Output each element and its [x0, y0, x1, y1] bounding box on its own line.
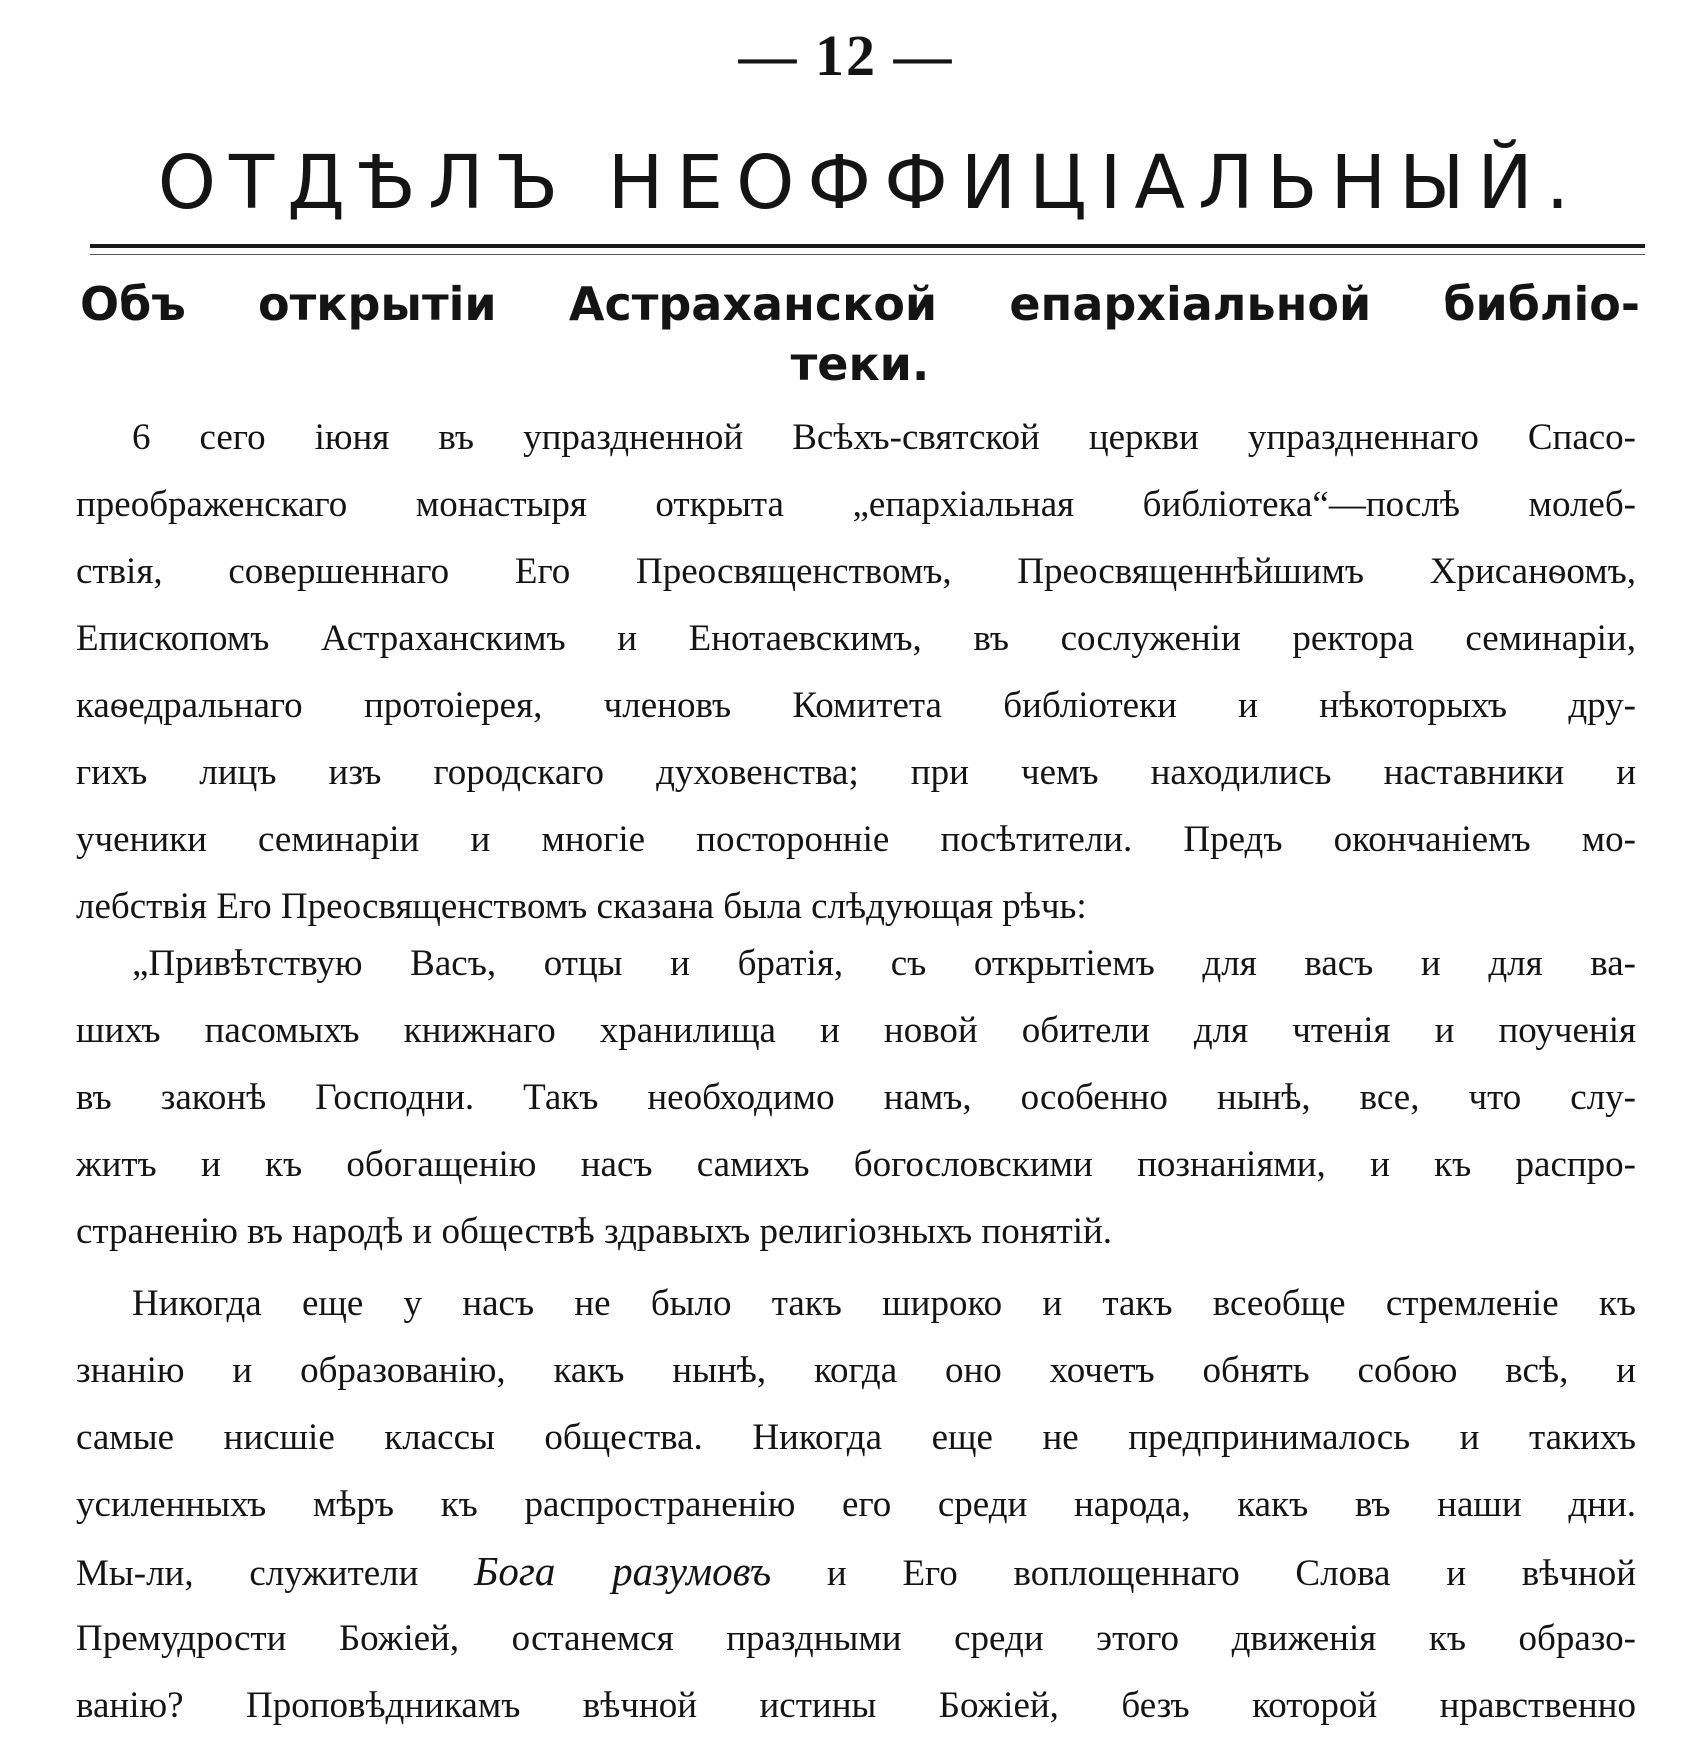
text-line: каѳедральнаго протоіерея, членовъ Комитета библіотеки и нѣкоторыхъ дру-	[76, 685, 1636, 726]
page-number: — 12 —	[738, 23, 954, 88]
title-rule-thin	[90, 254, 1645, 255]
text-line: усиленныхъ мѣръ къ распространенію его среди народа, какъ въ наши дни.	[76, 1484, 1636, 1525]
text-line: гихъ лицъ изъ городскаго духовенства; при чемъ находились наставники и	[76, 752, 1636, 793]
article-title-line-2: теки.	[790, 337, 930, 391]
text-line: страненію въ народѣ и обществѣ здравыхъ религіозныхъ понятій.	[76, 1211, 1113, 1252]
text-line: ученики семинаріи и многіе посторонніе посѣтители. Предъ окончаніемъ мо-	[76, 819, 1636, 860]
section-title: ОТДѢЛЪ НЕОФФИЦІАЛЬНЫЙ.	[157, 140, 1583, 226]
title-rule	[90, 244, 1645, 248]
text-line: ванію? Проповѣдникамъ вѣчной истины Божіей, безъ которой нравственно	[76, 1685, 1636, 1726]
text-line: преображенскаго монастыря открыта „епархіальная библіотека“—послѣ молеб-	[76, 484, 1636, 525]
text-line: самые нисшіе классы общества. Никогда еще не предпринималось и такихъ	[76, 1417, 1636, 1458]
text-line: Никогда еще у насъ не было такъ широко и такъ всеобще стремленіе къ	[132, 1283, 1636, 1324]
text-line: Епископомъ Астраханскимъ и Енотаевскимъ, въ сослуженіи ректора семинаріи,	[76, 618, 1636, 659]
text-line: шихъ пасомыхъ книжнаго хранилища и новой обители для чтенія и поученія	[76, 1010, 1636, 1051]
text-line: „Привѣтствую Васъ, отцы и братія, съ открытіемъ для васъ и для ва-	[132, 943, 1636, 984]
text-line: ствія, совершеннаго Его Преосвященствомъ, Преосвященнѣйшимъ Хрисанѳомъ,	[76, 551, 1636, 592]
paragraph-3	[76, 1270, 1636, 1739]
text-segment: Мы-ли, служители	[76, 1553, 475, 1594]
article-title	[80, 274, 1640, 394]
text-line: житъ и къ обогащенію насъ самихъ богословскими познаніями, и къ распро-	[76, 1144, 1636, 1185]
text-segment: и Его воплощеннаго Слова и вѣчной	[771, 1553, 1636, 1594]
text-line: 6 сего іюня въ упраздненной Всѣхъ-святской церкви упраздненнаго Спасо-	[132, 417, 1636, 458]
text-line: Премудрости Божіей, останемся праздными среди этого движенія къ образо-	[76, 1618, 1636, 1659]
text-line-with-italic	[76, 1538, 1636, 1605]
text-line: лебствія Его Преосвященствомъ сказана была слѣдующая рѣчь:	[76, 886, 1087, 927]
text-line: знанію и образованію, какъ нынѣ, когда оно хочетъ обнять собою всѣ, и	[76, 1350, 1636, 1391]
text-line: въ законѣ Господни. Такъ необходимо намъ, особенно нынѣ, все, что слу-	[76, 1077, 1636, 1118]
paragraph-1	[76, 404, 1636, 940]
article-title-line-1: Объ открытіи Астраханской епархіальной библіо-	[80, 277, 1640, 331]
italic-phrase: Бога разумовъ	[474, 1548, 772, 1594]
paragraph-2	[76, 930, 1636, 1265]
